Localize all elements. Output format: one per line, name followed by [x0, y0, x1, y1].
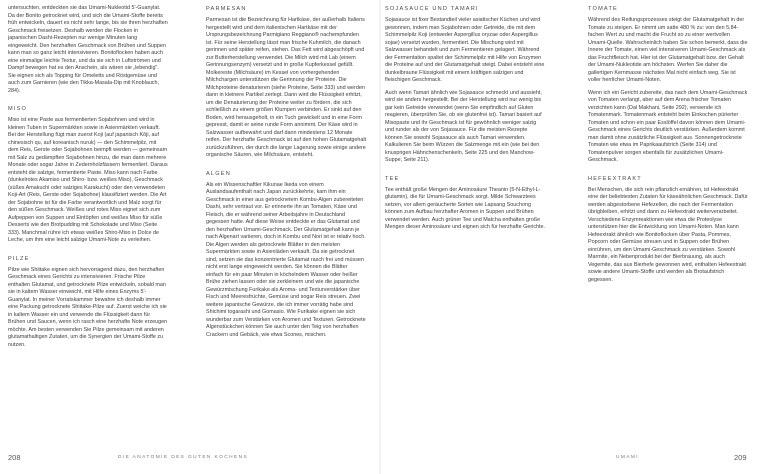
section-heading-parmesan: PARMESAN	[206, 6, 247, 12]
left-column-2	[206, 5, 366, 445]
tomate-paragraph-2: Wenn ich ein Gericht zubereite, das nach dem Umami-Geschmack von Tomaten verlangt, aber auf dem Arena frischer Tomaten verzichten kann (Dal Makhani, Seite 292), verwende ich Tomatenmark. Tomatenmark entsteht beim Einkochen pürierter Tomaten und schon ein paar Esslöffel davon können dem Umami-Geschmack eines Gerichts deutlich verstärken. Außerdem kommt man damit ohne zusätzliche Flüssigkeit aus. Sonnengetrocknete Tomaten wie etwa im Paprikaaufstrich (Seite 314) und Tomatenpulver sorgen ebenfalls für zusätzlichen Umami-Geschmack.	[588, 89, 748, 163]
miso-paragraph: Miso ist eine Paste aus fermentierten Sojabohnen und wird in kleinen Tuben in Supermärkten sowie in Asienmärkten verkauft. Bei der Herstellung fügt man zuerst Koji (auf japanisch Kōji, auf chinesisch qu, auf koreanisch nuruk) — den Schimmelpilz, mit dem Reis, Gerste oder Sojabohnen beimpft werden — gemeinsam mit Salz zu gedämpften Sojabohnen hinzu, die man dann mehrere Monate oder sogar Jahre in Zedernholzfässern fermentiert. Daraus entsteht die salzige, fermentierte Paste. Miso kann nach Farbe (dunkelrotes Akamiso und Shiro- bzw. weißes Miso), Geschmack (süßes Amakuchi oder salziges Karakuchi) oder den verwendeten Koji-Art (Reis, Gerste oder Sojabohne) klassifiziert werden. Die Art der Sojabohne ist für die Farbe verantwortlich und Malz sorgt für den süßen Geschmack. Weißes und rotes Miso eignet sich zum Aufpeppen von Suppen und Eintöpfen und weißes Miso für süße Desserts wie den Brotpudding mit Schokolade und Miso (Seite 333). Manchmal rühre ich etwas weißes Shiro-Miso in Dolce de Leche, um ihm eine leicht salzige Umami-Note zu verleihen.	[8, 117, 168, 243]
sojasauce-paragraph-2: Auch wenn Tamari ähnlich wie Sojasauce schmeckt und aussieht, wird sie anders hergestellt. Bei der Herstellung wird nur wenig bis gar kein Getreide verwendet (wenn Sie empfindlich auf Gluten reagieren, überprüfen Sie, ob sie glutenfrei ist). Tamari basiert auf Misopaste und ihr Geschmack ist für gewöhnlich weniger salzig und runder als der von Sojasauce. Für die meisten Rezepte können Sie sowohl Sojasauce als auch Tamari verwenden. Kalkulieren Sie beim Würzen die Salzmenge mit ein (wie bei den knusprigen Hähnchenschenkeln, Seite 225 und den Manchow-Suppe, Seite 211).	[385, 89, 542, 163]
section-heading-tomate: TOMATE	[588, 6, 618, 12]
section-heading-tee: TEE	[385, 175, 400, 182]
page-number-left: 208	[8, 453, 21, 462]
left-column-1	[8, 5, 168, 445]
section-heading-hefeextrakt: HEFEEXTRAKT	[588, 175, 642, 182]
right-column-2	[588, 5, 748, 445]
section-heading-miso: MISO	[8, 106, 28, 112]
running-head-right: UMAMI	[616, 455, 639, 460]
running-head-left: DIE ANATOMIE DES GUTEN KOCHENS	[118, 455, 249, 460]
page-number-right: 209	[734, 453, 747, 462]
left-page	[0, 0, 379, 474]
right-page	[381, 0, 760, 474]
section-heading-algen: ALGEN	[206, 170, 231, 177]
section-heading-sojasauce: SOJASAUCE UND TAMARI	[385, 6, 479, 12]
parmesan-paragraph: Parmesan ist die Bezeichnung für Hartkäse, der außerhalb Italiens hergestellt wird und dem italienischen Hartkäse mit der Ursprungsbezeichnung Parmigiano Reggiano® nachempfunden ist. Für seine Herstellung lässt man frische Kuhmilch, die danach gerinnen und später reifen, stehen. Das Fett wird abgeschöpft und zur Butterherstellung verwendet. Die Milch wird mit Lab (einem Gerinnungsenzym) versetzt und in große Kupferkessel gefüllt. Molkereste (Milchsäure) im Kessel von vorhergehenden Milchchargen unterstützen die Gerinnung der Proteine. Die Milchproteine denaturieren (siehe Proteine, Seite 333) und werden dann in kleinere Partikel zerlegt. Dann wird die Flüssigkeit erhitzt, um die Denaturierung der Proteine weiter zu fördern, die sich schließlich zu einem größen Klumpen verbinden. Er sinkt auf den Boden, wird herausgeholt, in ein Tuch gewickelt und in eine Form gepresst, damit er seine runde Form annimmt. Der Käse wird in Salzwasser aufbewahrt und darf dann mindestens 12 Monate reifen. Der herzhafte Geschmack ist auf den hohen Glutamatgehalt zurückzuführen, der durch die lange Lagerung sowie einige andere organische Säuren, wie Milchsäure, entsteht.	[206, 17, 366, 158]
intro-paragraph: untersuchten, entdeckten sie das Umami-Nukleotid 5'-Guanylat. Da der Bonito getrocknet wird, und sich die Umami-Stoffe bereits früh entwickeln, dauert es nicht sehr lange, bis sie ihren herzhaften Geschmack freisetzen. Deshalb werden die Flocken in japanischen Dashi-Rezepten nur wenige Minuten lang eingeweicht. Den herzhaften Geschmack von Brühen und Suppen kann man so ganz leicht intensivieren. Bonitoflocken haben auch eine einmalige leichte Textur, und da sie sich in Luftströmen und Dampf bewegen hat es den Anschein, als wären sie „lebendig". Sie eignen sich als Topping für Omeletts und Röstgemüse und auch zum Garnieren (wie den Tikka-Masala-Dip mit Knoblauch, 284).	[8, 5, 168, 94]
section-heading-pilze: PILZE	[8, 255, 30, 262]
tomate-paragraph-1: Während des Reifungsprozesses steigt der Glutamatgehalt in der Tomate zu steigen. Er nimmt um satte 480 % zu: von den 5,84-fachen Wert zu und macht die Frucht so zu einer wertvollen Umami-Quelle. Wahrscheinlich haben Sie schon bemerkt, dass die Innere der Tomate, einen viel intensiveren Umami-Geschmack als das Fruchtfleisch hat. Hier ist der Glutamatgehalt bzw. der Gehalt der Umami-Nukleotide am höchsten. Werfen Sie daher die gallertigen Kernmasse nächstes Mal nicht einfach weg. Sie ist voller herrlicher Umami-Noten.	[588, 17, 748, 83]
sojasauce-paragraph-1: Sojasauce ist fixer Bestandteil vieler asiatischer Küchen und wird gewonnen, indem man Sojabohnen oder Getreide, die mit dem Schimmelpilz Koji (entweder Aspergillus oryzae oder Aspergillus sojae) versetzt wurden, fermentiert. Die Mischung wird mit Salzwasser behandelt und zum Fermentieren gelagert. Während der Fermentation spaltet der Schimmelpilz mit Hilfe von Enzymen die Proteine auf und der Glutamatgehalt steigt. Dabei entsteht eine dunkelbraune Flüssigkeit mit einem kräftigen salzigen und fleischigen Geschmack.	[385, 17, 545, 83]
hefeextrakt-paragraph: Bei Menschen, die sich rein pflanzlich ernähren, ist Hefeextrakt eine der beliebtesten Zutaten für käseähnlichen Geschmack. Dafür werden abgestorbene Hefezellen, die nach der Fermentation übrigbleiben, erhitzt und dann zu Hefeextrakt weiterverarbeitet. Verschiedene Enzymreaktionen wie etwa die Proteolyse unterstützen hier die Entwicklung von Umami-Noten. Man kann Hefeextrakt ähnlich wie Bonitoflocken über Pasta, Pommes, Popcorn oder Gemüse streuen und in Suppen oder Brühen einrühren, um den Umami-Geschmack zu verstärken. Sowohl Marmite, ein Nebenprodukt bei der Bierbrauung, als auch Vegemite, das aus Bierhefe gewonnen wird, enthalten Hefeextrakt sowie andere Umami-Stoffe und werden als Brotaufstrich gegessen.	[588, 186, 748, 283]
pilze-paragraph: Pilze wie Shiitake eignen sich hervorragend dazu, den herzhaften Geschmack eines Gerichts zu intensivieren. Frische Pilze enthalten Glutamat, und getrocknete Pilze entwickeln, sobald man sie in kaltem Wasser einweicht, mit Hilfe eines Enzyms 5'-Guanylat. In meiner Vorratskammer bewahre ich deshalb immer eine Packung getrocknete Shiitake-Pilze auf. Zuerst weiche ich sie in kaltem Wasser ein und verwende die Flüssigkeit dann für Brühen und Saucen, wenn ich rasch eine herzhafte Note erzeugen möchte. Am besten verwenden Sie Pilze gemeinsam mit anderen glutamathaltigen Zutaten, um die Synergien der Umami-Stoffe zu nutzen.	[8, 266, 168, 348]
right-column-1	[385, 5, 545, 445]
tee-paragraph: Tee enthält große Mengen der Aminosäure Theanin (5-N-Ethyl-L-glutamin), die für Umami-Geschmack sorgt. Milde Schwarztees setzen, vor allem geräucherte Sorten wie Lapsang Souchong können zum Aufbau herzhafter Aromen in Suppen und Brühen verwendet werden. Auch grüner Tee und Matcha enthalten große Mengen dieser Aminosäure und eignen sich für herzhafte Gerichte.	[385, 186, 545, 230]
algen-paragraph: Als ein Wissenschaftler Kikunae Ikeda von einem Auslandsaufenthalt nach Japan zurückkehrte, kam ihm ein Geschmack in einer aus getrocknetem Kombu-Algen zubereiteten Dashi, sehr vertraut vor. Er erinnerte ihn an Tomaten, Käse und Fleisch, die er während seiner Arbeitsjahre in Deutschland gegessen hatte. Auf diese Weise entdeckte er das Glutamat und den herzhaften Umami-Geschmack. Der Glutamatgehalt kann je nach Algenart variieren, doch in Kombu und Nori ist er relativ hoch. Die Algen werden als getrocknete Blätter in den meisten Supermärkten sowie in Asienläden verkauft. Da sie getrocknet sind, setzen sie das konzentrierte Glutamat rasch frei und müssen nicht erst lange eingeweicht werden. Sie können die Blätter einfach für ein paar Minuten in köchelndem Wasser oder heißer Brühe ziehen lassen oder sie zerkleinern und wie die japanische Gewürzmischung Furikake als Aroma- und Texturverstärker über Fisch und Meeresfrüchte, Gemüse und sogar Reis streuen. Zwei weitere japanische Gewürze, die ich immer vorrätig habe sind Shichimi togarashi und Gomasio. Wie Furikake eignen sie sich wunderbar zum Verstärken von Aromen und Texturen. Getrocknete Algenstückchen können Sie auch unter den Teig von herzhaften Crackern und Gebäck, wie etwa Scones, mischen.	[206, 181, 366, 338]
